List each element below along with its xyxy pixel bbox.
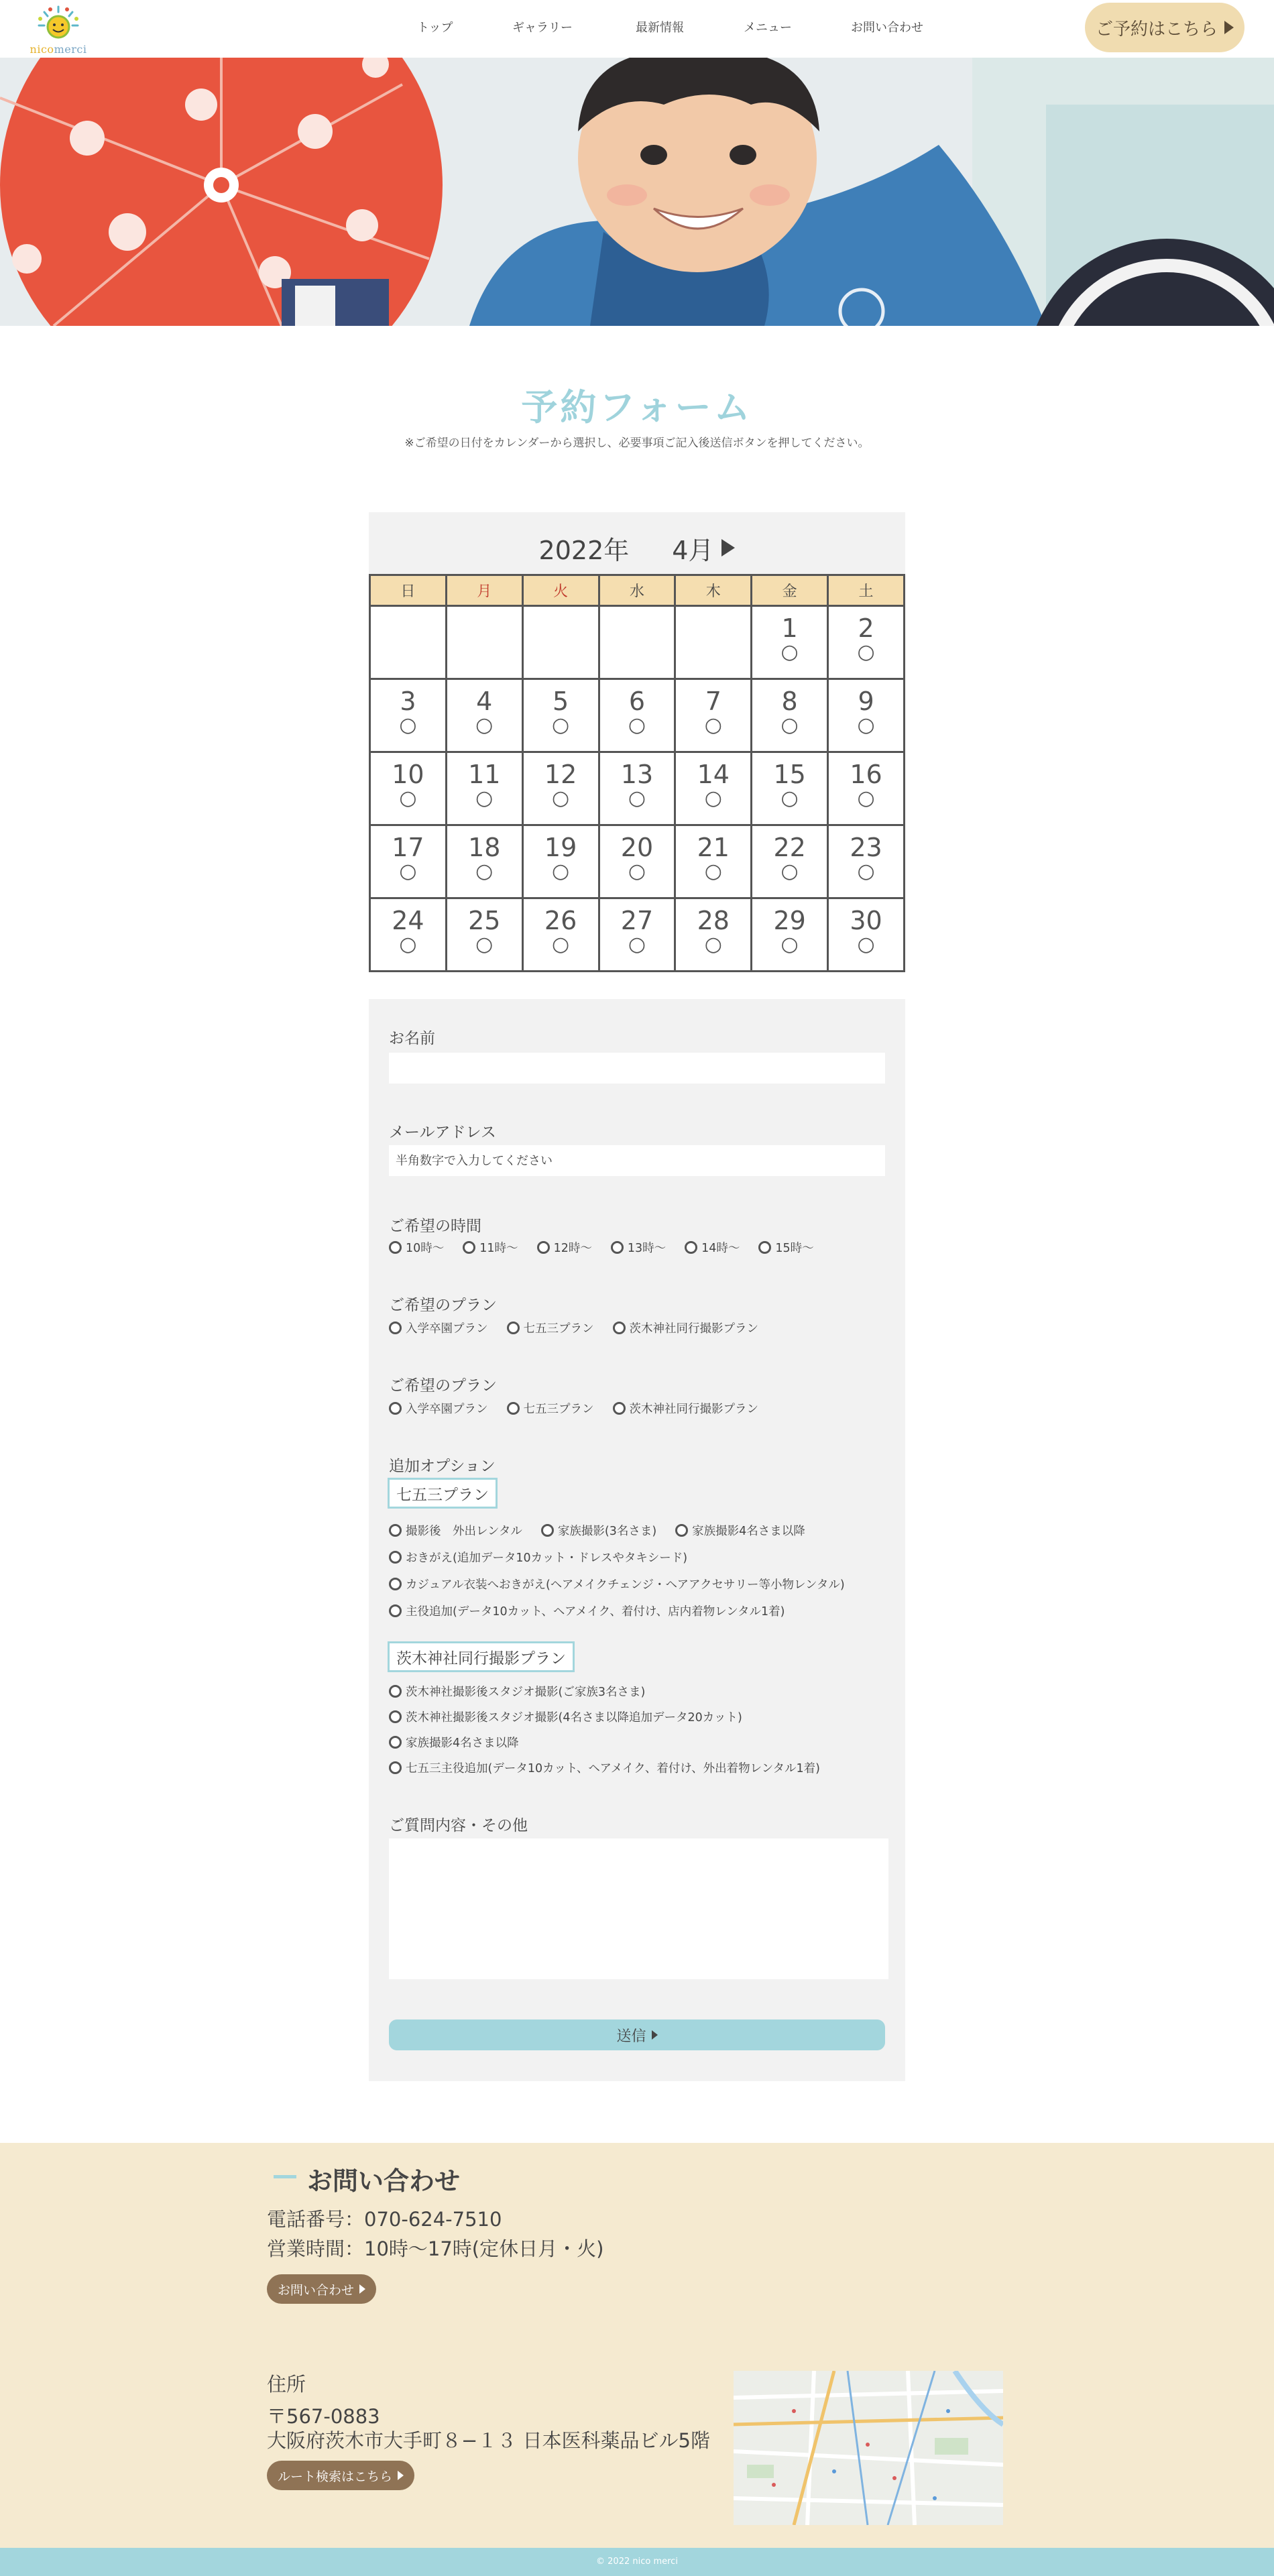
plan-option-label: 入学卒園プラン [406,1322,488,1336]
time-option-label: 14時〜 [701,1242,740,1255]
calendar-day-number: 9 [858,687,874,716]
shichigosan-option-label: カジュアル衣装へおきがえ(ヘアメイクチェンジ・ヘアアクセサリー等小物レンタル) [406,1578,845,1592]
availability-mark[interactable]: ○ [475,786,494,810]
time-radio-group [389,1239,833,1256]
availability-mark[interactable]: ○ [704,713,722,737]
calendar-month: 4月 [672,535,714,565]
calendar-week-row [370,606,905,679]
calendar-day-number: 10 [392,760,424,789]
ibaraki-option[interactable] [389,1683,645,1700]
calendar-day-cell[interactable] [446,898,522,972]
availability-mark[interactable]: ○ [780,933,799,956]
calendar-empty-cell [522,606,599,679]
ibaraki-option[interactable] [389,1759,820,1776]
availability-mark[interactable]: ○ [552,713,570,737]
time-option-label: 12時〜 [553,1242,592,1255]
play-triangle-icon [1224,21,1234,34]
route-button[interactable] [267,2461,414,2490]
nav-gallery[interactable]: ギャラリー [512,21,573,35]
plan-option-label: 茨木神社同行撮影プラン [629,1322,758,1336]
availability-mark[interactable]: ○ [780,786,799,810]
radio-circle-icon[interactable] [611,1241,624,1254]
address-title: 住所 [267,2373,306,2396]
time-option[interactable] [611,1239,666,1256]
shichigosan-option-row [389,1576,864,1592]
calendar-day-cell[interactable] [446,679,522,752]
calendar-day-number: 26 [544,906,577,935]
weekday-header: 月 [446,575,522,606]
calendar-day-cell[interactable] [752,679,828,752]
availability-mark[interactable]: ○ [780,860,799,883]
calendar-empty-cell [446,606,522,679]
calendar-day-number: 11 [468,760,501,789]
shichigosan-option[interactable] [389,1576,845,1592]
site-header [0,0,1274,58]
contact-button[interactable] [267,2274,376,2304]
radio-circle-icon[interactable] [613,1402,626,1415]
calendar-day-number: 3 [400,687,416,716]
weekday-header: 土 [828,575,905,606]
calendar-day-cell[interactable] [599,898,675,972]
plan-option[interactable] [507,1320,594,1336]
calendar-day-number: 24 [392,906,424,935]
shichigosan-options-row [389,1522,824,1539]
calendar-week-row [370,679,905,752]
radio-circle-icon[interactable] [389,1551,402,1564]
calendar-day-number: 25 [468,906,501,935]
availability-mark[interactable]: ○ [475,933,494,956]
shichigosan-option[interactable] [675,1522,805,1539]
weekday-header: 日 [370,575,447,606]
time-option-label: 10時〜 [406,1242,445,1255]
shichigosan-option[interactable] [541,1522,656,1539]
availability-mark[interactable]: ○ [704,860,722,883]
shichigosan-option[interactable] [389,1549,687,1566]
calendar-day-cell[interactable] [675,752,752,825]
ibaraki-plan-box: 茨木神社同行撮影プラン [388,1641,575,1672]
radio-circle-icon[interactable] [758,1241,771,1254]
ibaraki-option-label: 茨木神社撮影後スタジオ撮影(ご家族3名さま) [406,1686,646,1699]
calendar-day-cell[interactable] [828,606,905,679]
calendar-week-row [370,898,905,972]
calendar-day-cell[interactable] [828,825,905,898]
radio-circle-icon[interactable] [389,1578,402,1590]
availability-mark[interactable]: ○ [475,713,494,737]
plan-radio-group-2 [389,1400,777,1417]
radio-circle-icon[interactable] [389,1402,402,1415]
ibaraki-option[interactable] [389,1734,519,1751]
calendar-day-number: 19 [544,833,577,862]
calendar-day-number: 4 [476,687,493,716]
contact-title: お問い合わせ [307,2166,461,2196]
radio-circle-icon[interactable] [685,1241,697,1254]
calendar-day-number: 6 [628,687,646,716]
plan-option-2-label: 茨木神社同行撮影プラン [629,1403,758,1416]
reservation-form [369,999,905,2081]
availability-mark[interactable]: ○ [552,860,570,883]
availability-mark[interactable]: ○ [475,860,494,883]
shichigosan-option-label: 主役追加(データ10カット、ヘアメイク、着付け、店内着物レンタル1着) [406,1605,785,1619]
contact-button-label: お問い合わせ [278,2282,355,2298]
radio-circle-icon[interactable] [389,1241,402,1254]
radio-circle-icon[interactable] [389,1322,402,1334]
calendar-day-number: 14 [697,760,730,789]
radio-circle-icon[interactable] [389,1710,402,1723]
calendar-day-cell[interactable] [828,898,905,972]
calendar-day-cell[interactable] [370,752,447,825]
calendar-day-cell[interactable] [752,606,828,679]
map-embed[interactable] [734,2371,1003,2525]
calendar-day-number: 13 [620,760,654,789]
availability-mark[interactable]: ○ [780,713,799,737]
radio-circle-icon[interactable] [389,1736,402,1749]
plan-option[interactable] [389,1320,488,1336]
plan-option-label: 七五三プラン [523,1322,594,1336]
ibaraki-option-row [389,1683,664,1700]
title-dash [274,2175,296,2178]
email-label: メールアドレス [389,1124,496,1141]
calendar-day-cell[interactable] [675,679,752,752]
radio-circle-icon[interactable] [507,1402,520,1415]
weekday-header: 木 [675,575,752,606]
availability-mark[interactable]: ○ [628,933,646,956]
contact-phone: 電話番号：070-624-7510 [267,2208,502,2231]
time-option[interactable] [758,1239,813,1256]
availability-mark[interactable]: ○ [857,933,875,956]
play-triangle-icon [721,539,735,557]
calendar-week-row [370,825,905,898]
radio-circle-icon[interactable] [507,1322,520,1334]
radio-circle-icon[interactable] [537,1241,550,1254]
radio-circle-icon[interactable] [389,1685,402,1698]
calendar-header [369,524,905,571]
availability-mark[interactable]: ○ [628,786,646,810]
availability-mark[interactable]: ○ [857,713,875,737]
calendar-day-number: 20 [620,833,654,862]
contact-section [0,2143,1274,2548]
ibaraki-option-label: 家族撮影4名さま以降 [406,1737,519,1750]
calendar-day-number: 7 [705,687,721,716]
submit-button[interactable] [389,2019,885,2050]
plan-option[interactable] [613,1320,759,1336]
calendar-day-cell[interactable] [599,752,675,825]
options-label: 追加オプション [389,1458,496,1475]
calendar-week-row [370,752,905,825]
page-subtitle: ※ご希望の日付をカレンダーから選択し、必要事項ご記入後送信ボタンを押してください。 [404,436,870,450]
radio-circle-icon[interactable] [541,1524,554,1537]
ibaraki-option-row [389,1734,538,1751]
ibaraki-option-label: 七五三主役追加(データ10カット、ヘアメイク、着付け、外出着物レンタル1着) [406,1762,820,1775]
availability-mark[interactable]: ○ [552,786,570,810]
shichigosan-plan-box: 七五三プラン [388,1478,498,1509]
calendar-day-cell[interactable] [522,825,599,898]
ibaraki-option-row [389,1708,761,1725]
calendar-day-number: 16 [850,760,882,789]
calendar-day-number: 15 [773,760,806,789]
play-triangle-icon [652,2030,658,2040]
calendar-day-cell[interactable] [828,752,905,825]
shichigosan-option-label: 家族撮影4名さま以降 [692,1525,805,1538]
plan-label-2: ご希望のプラン [389,1377,497,1395]
time-option[interactable] [389,1239,444,1256]
availability-mark[interactable]: ○ [628,713,646,737]
plan-label: ご希望のプラン [389,1297,497,1314]
reserve-button-label: ご予約はこちら [1095,19,1218,40]
shichigosan-option-label: おきがえ(追加データ10カット・ドレスやタキシード) [406,1552,688,1565]
play-triangle-icon [398,2471,404,2480]
name-label: お名前 [389,1030,435,1047]
calendar-day-number: 30 [850,906,882,935]
ibaraki-option-label: 茨木神社撮影後スタジオ撮影(4名さま以降追加データ20カット) [406,1711,742,1724]
calendar-day-number: 28 [697,906,730,935]
availability-mark[interactable]: ○ [399,713,417,737]
plan-option-2-label: 入学卒園プラン [406,1403,488,1416]
play-triangle-icon [359,2284,365,2294]
calendar-grid [369,574,905,972]
availability-mark[interactable]: ○ [399,933,417,956]
route-button-label: ルート検索はこちら [278,2469,393,2484]
calendar-day-cell[interactable] [599,825,675,898]
email-input[interactable] [389,1145,885,1176]
calendar-day-number: 17 [392,833,424,862]
plan-option-2[interactable] [389,1400,488,1417]
availability-mark[interactable]: ○ [780,640,799,664]
calendar-day-cell[interactable] [446,825,522,898]
plan-option-2[interactable] [507,1400,594,1417]
calendar-day-number: 12 [544,760,577,789]
page-title: 予約フォーム [521,386,753,428]
weekday-header: 金 [752,575,828,606]
time-option[interactable] [463,1239,518,1256]
shichigosan-option[interactable] [389,1602,785,1619]
availability-mark[interactable]: ○ [704,933,722,956]
ibaraki-option[interactable] [389,1708,742,1725]
calendar-day-number: 22 [773,833,806,862]
calendar-day-cell[interactable] [522,679,599,752]
calendar-day-cell[interactable] [675,825,752,898]
calendar-day-cell[interactable] [752,752,828,825]
calendar-day-number: 27 [620,906,654,935]
nav-contact[interactable]: お問い合わせ [851,21,923,35]
radio-circle-icon[interactable] [463,1241,475,1254]
calendar-day-cell[interactable] [522,898,599,972]
shichigosan-option-row [389,1549,706,1566]
calendar-day-cell[interactable] [370,825,447,898]
calendar-day-cell[interactable] [446,752,522,825]
shichigosan-option-row [389,1602,804,1619]
time-option-label: 13時〜 [627,1242,667,1255]
plan-radio-group [389,1320,777,1336]
availability-mark[interactable]: ○ [399,786,417,810]
calendar-day-cell[interactable] [675,898,752,972]
availability-mark[interactable]: ○ [704,786,722,810]
time-option[interactable] [685,1239,740,1256]
submit-button-label: 送信 [616,2028,646,2045]
radio-circle-icon[interactable] [389,1524,402,1537]
calendar-year: 2022年 [538,535,630,565]
calendar-day-number: 1 [781,613,798,643]
availability-mark[interactable]: ○ [857,860,875,883]
calendar-day-cell[interactable] [522,752,599,825]
calendar-day-number: 21 [697,833,730,862]
availability-mark[interactable]: ○ [552,933,570,956]
shichigosan-option-label: 撮影後 外出レンタル [406,1525,522,1538]
nav-menu[interactable]: メニュー [744,21,792,35]
site-footer: © 2022 nico merci [0,2548,1274,2576]
calendar-panel [369,512,905,972]
availability-mark[interactable]: ○ [628,860,646,883]
calendar-day-number: 8 [781,687,798,716]
radio-circle-icon[interactable] [389,1604,402,1617]
shichigosan-option-label: 家族撮影(3名さま) [557,1525,657,1538]
calendar-day-cell[interactable] [828,679,905,752]
hero-image [0,58,1274,326]
message-textarea[interactable] [389,1838,888,1979]
calendar-day-number: 5 [553,687,569,716]
radio-circle-icon[interactable] [675,1524,688,1537]
shichigosan-option[interactable] [389,1522,522,1539]
availability-mark[interactable]: ○ [399,860,417,883]
calendar-empty-cell [370,606,447,679]
availability-mark[interactable]: ○ [857,640,875,664]
calendar-day-number: 23 [850,833,882,862]
time-option-label: 11時〜 [479,1242,518,1255]
radio-circle-icon[interactable] [389,1761,402,1774]
name-input[interactable] [389,1053,885,1084]
contact-hours: 営業時間：10時〜17時(定休日月・火) [267,2237,604,2260]
calendar-day-number: 29 [773,906,806,935]
next-month-button[interactable] [721,533,735,563]
message-label: ご質問内容・その他 [389,1817,528,1834]
time-option-label: 15時〜 [775,1242,814,1255]
calendar-day-number: 18 [468,833,501,862]
reserve-button[interactable] [1085,3,1244,52]
time-label: ご希望の時間 [389,1218,481,1235]
address-text: 大阪府茨木市大手町８−１３ 日本医科薬品ビル5階 [267,2429,710,2452]
calendar-day-cell[interactable] [752,825,828,898]
calendar-empty-cell [675,606,752,679]
logo-text: nicomerci [30,43,87,56]
weekday-header: 水 [599,575,675,606]
time-option[interactable] [537,1239,592,1256]
address-postal: 〒567-0883 [267,2405,380,2428]
weekday-header: 火 [522,575,599,606]
plan-option-2[interactable] [613,1400,759,1417]
radio-circle-icon[interactable] [613,1322,626,1334]
calendar-day-cell[interactable] [370,679,447,752]
calendar-day-cell[interactable] [752,898,828,972]
calendar-day-number: 2 [858,613,874,643]
nav-news[interactable]: 最新情報 [636,21,684,35]
calendar-empty-cell [599,606,675,679]
calendar-day-cell[interactable] [599,679,675,752]
calendar-day-cell[interactable] [370,898,447,972]
nav-top[interactable]: トップ [417,21,453,35]
plan-option-2-label: 七五三プラン [523,1403,594,1416]
availability-mark[interactable]: ○ [857,786,875,810]
ibaraki-option-row [389,1759,839,1776]
